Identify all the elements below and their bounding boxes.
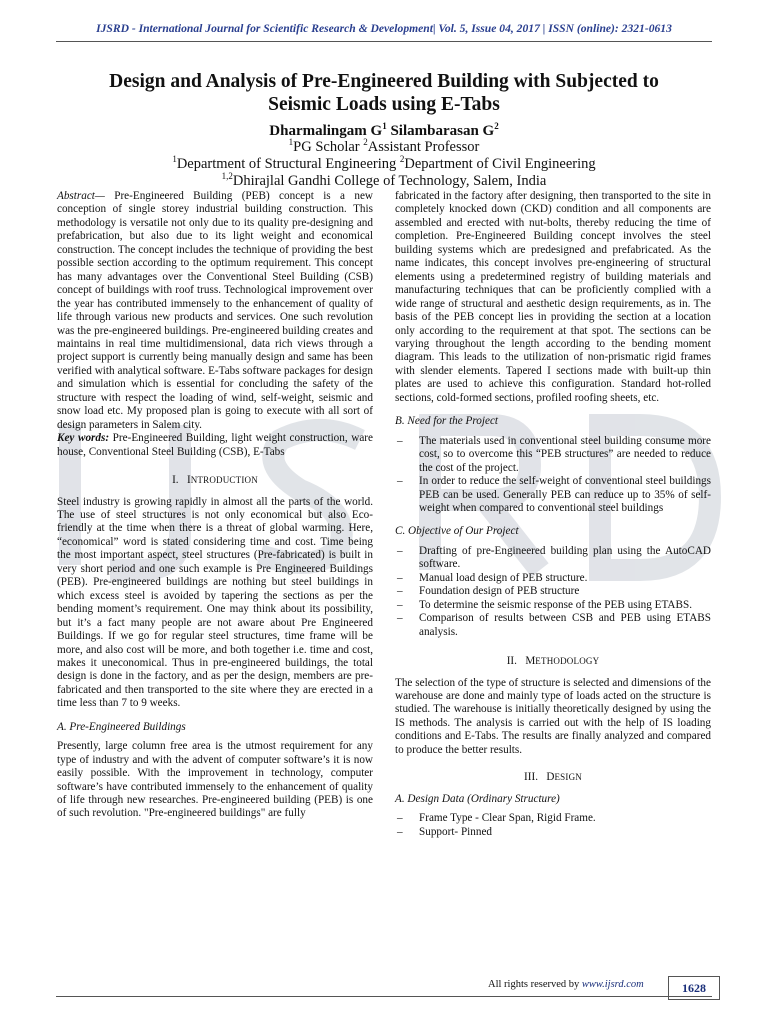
college: Dhirajlal Gandhi College of Technology, Salem, India <box>232 172 547 189</box>
section-number: II. <box>506 655 517 668</box>
footer-url-link[interactable]: www.ijsrd.com <box>581 979 644 990</box>
author-2: Silambarasan G <box>386 123 495 139</box>
design-list <box>395 812 711 839</box>
abstract-text: Pre-Engineered Building (PEB) concept is a new conception of single storey industrial building construction. This methodology is versatile not only due to its quality pre-designing and prefabrication, but also due to its light weight and economical construction. The concept includes the technique of providing the best possible section according to the optimum requirement. This concept has many advantages over the Conventional Steel Building (CSB) concept of buildings with roof truss. Technological improvement over the year has contributed immensely to the enhancement of quality of life through various new products and services. One such revolution was the pre-engineered buildings. Pre-engineered building creates and maintains in real time multidimensional, data rich views through a project support is currently being manually design and same has been verified with analytical software. E-Tabs software packages for design and simulation which is essential for concluding the safety of the structure with respect the loading of wind, self-weight, seismic and snow load etc. My proposed plan is going to execute with all sort of design parameters in Salem city. <box>57 190 373 431</box>
section-first-letter: I <box>186 474 191 487</box>
page-number: 1628 <box>668 976 720 1000</box>
subsection-heading-need: B. Need for the Project <box>395 415 499 428</box>
left-column <box>57 190 373 821</box>
role-1: PG Scholar <box>293 138 364 155</box>
journal-header: IJSRD - International Journal for Scientific Research & Development| Vol. 5, Issue 04, 2017 | ISSN (online): 2321-0613 <box>96 22 672 35</box>
right-column <box>395 190 711 839</box>
paper-title <box>50 70 718 116</box>
list-item: – In order to reduce the self-weight of conventional steel buildings PEB can be used. Generally PEB can reduce up to 35% of self-weight when compared to conventional steel buildings <box>395 475 711 515</box>
methodology-paragraph: The selection of the type of structure is selected and dimensions of the warehouse are done and mainly type of loads acted on the structure is studied. The warehouse is initially theoretically designed by using the IS methods. The analysis is carried out with the help of IS loading conditions and E-Tabs. The results are finally analyzed and compared to produce the better results. <box>395 676 711 756</box>
section-rest: ETHODOLOGY <box>535 656 600 667</box>
header-rule <box>56 41 712 42</box>
footer-rule <box>56 996 712 997</box>
list-item: – Frame Type - Clear Span, Rigid Frame. <box>395 812 711 825</box>
subsection-heading-design-data: A. Design Data (Ordinary Structure) <box>395 792 560 805</box>
list-item: – Comparison of results between CSB and PEB using ETABS analysis. <box>395 612 711 639</box>
section-rest: ESIGN <box>554 772 582 783</box>
keywords <box>57 432 373 459</box>
peb-paragraph: Presently, large column free area is the utmost requirement for any type of industry and with the advent of computer software’s it is now easily possible. With the improvement in technology, computer software’s have contributed immensely to the enhancement of quality of life through new researches. Pre-engineered building (PEB) is one of such revolution. "Pre-engineered buildings" are fully <box>57 740 373 820</box>
keywords-label: Key words: <box>57 432 110 445</box>
keywords-text: Pre-Engineered Building, light weight construction, ware house, Conventional Steel Building (CSB), E-Tabs <box>57 432 373 458</box>
section-rest: NTRODUCTION <box>190 475 258 486</box>
introduction-paragraph: Steel industry is growing rapidly in almost all the parts of the world. The use of steel structures is not only economical but also Eco-friendly at the time when there is a threat of global warming. Here, “economical” word is stated considering time and cost. Time being the most important aspect, steel structures (Pre-fabricated) is built in very short period and one such example is Pre Engineered Buildings (PEB). Pre-engineered buildings are nothing but steel buildings in which excess steel is avoided by tapering the sections as per the bending moment’s requirement. One may think about its possibility, but it’s a fact many people are not aware about Pre Engineered Buildings. If we go for regular steel structures, time frame will be more, and also cost will be more, and both together i.e. time and cost, makes it uneconomical. Thus in pre-engineered buildings, the total design is done in the factory, and as per the design, members are pre-fabricated and then transported to the site where they are erected in a time less than 7 to 9 weeks. <box>57 495 373 710</box>
list-item: – Support- Pinned <box>395 826 711 839</box>
section-first-letter: D <box>546 771 555 784</box>
dept-1: Department of Structural Engineering <box>176 155 400 172</box>
college-sup: 1,2 <box>221 171 233 181</box>
footer-rights <box>488 979 644 990</box>
peb-paragraph-continued: fabricated in the factory after designing, then transported to the site in completely knocked down (CKD) condition and all components are assembled and erected with nut-bolts, thereby reducing the time of completion. Pre-Engineered Building concept involves the steel building systems which are predesigned and prefabricated. As the name indicates, this concept involves pre-engineering of structural elements using a predetermined registry of building materials and manufacturing techniques that can be proficiently complied with a wide range of structural and aesthetic design requirements, as in. The basis of the PEB concept lies in providing the section at a location only according to the requirement at that spot. The sections can be varying throughout the length according to the bending moment diagram. This leads to the utilization of non-prismatic rigid frames with slender elements. Tapered I sections made with built-up thin plates are used to achieve this configuration. Standard hot-rolled sections, cold-formed sections, profiled roofing sheets, etc. <box>395 190 711 404</box>
section-heading-methodology <box>395 655 711 668</box>
college-line <box>50 168 718 190</box>
list-item: – Drafting of pre-Engineered building plan using the AutoCAD software. <box>395 545 711 572</box>
section-number: III. <box>524 771 538 784</box>
list-item: – The materials used in conventional steel building consume more cost, so to overcome this “PEB structures” are needed to reduce the cost of the project. <box>395 435 711 475</box>
subsection-heading-peb: A. Pre-Engineered Buildings <box>57 720 186 733</box>
list-item: – Foundation design of PEB structure <box>395 585 711 598</box>
role-1-sup: 1 <box>288 137 294 147</box>
section-heading-design <box>395 771 711 784</box>
author-1: Dharmalingam G <box>269 123 383 139</box>
list-item: – To determine the seismic response of the PEB using ETABS. <box>395 599 711 612</box>
abstract <box>57 190 373 432</box>
title-line-2: Seismic Loads using E-Tabs <box>268 94 500 115</box>
objective-list <box>395 545 711 639</box>
abstract-label: Abstract— <box>57 190 105 202</box>
role-2: Assistant Professor <box>367 138 480 155</box>
role-2-sup: 2 <box>363 137 368 147</box>
list-item: – Manual load design of PEB structure. <box>395 572 711 585</box>
section-heading-introduction <box>57 474 373 487</box>
dept-2: Department of Civil Engineering <box>404 155 596 172</box>
rights-text: All rights reserved by <box>488 979 582 990</box>
title-line-1: Design and Analysis of Pre-Engineered Building with Subjected to <box>109 71 659 92</box>
subsection-heading-objective: C. Objective of Our Project <box>395 525 519 538</box>
section-first-letter: M <box>525 655 536 668</box>
dept-2-sup: 2 <box>399 154 405 164</box>
need-list <box>395 435 711 516</box>
author-2-sup: 2 <box>494 121 499 131</box>
section-number: I. <box>172 474 179 487</box>
dept-1-sup: 1 <box>172 154 177 164</box>
author-1-sup: 1 <box>382 121 387 131</box>
